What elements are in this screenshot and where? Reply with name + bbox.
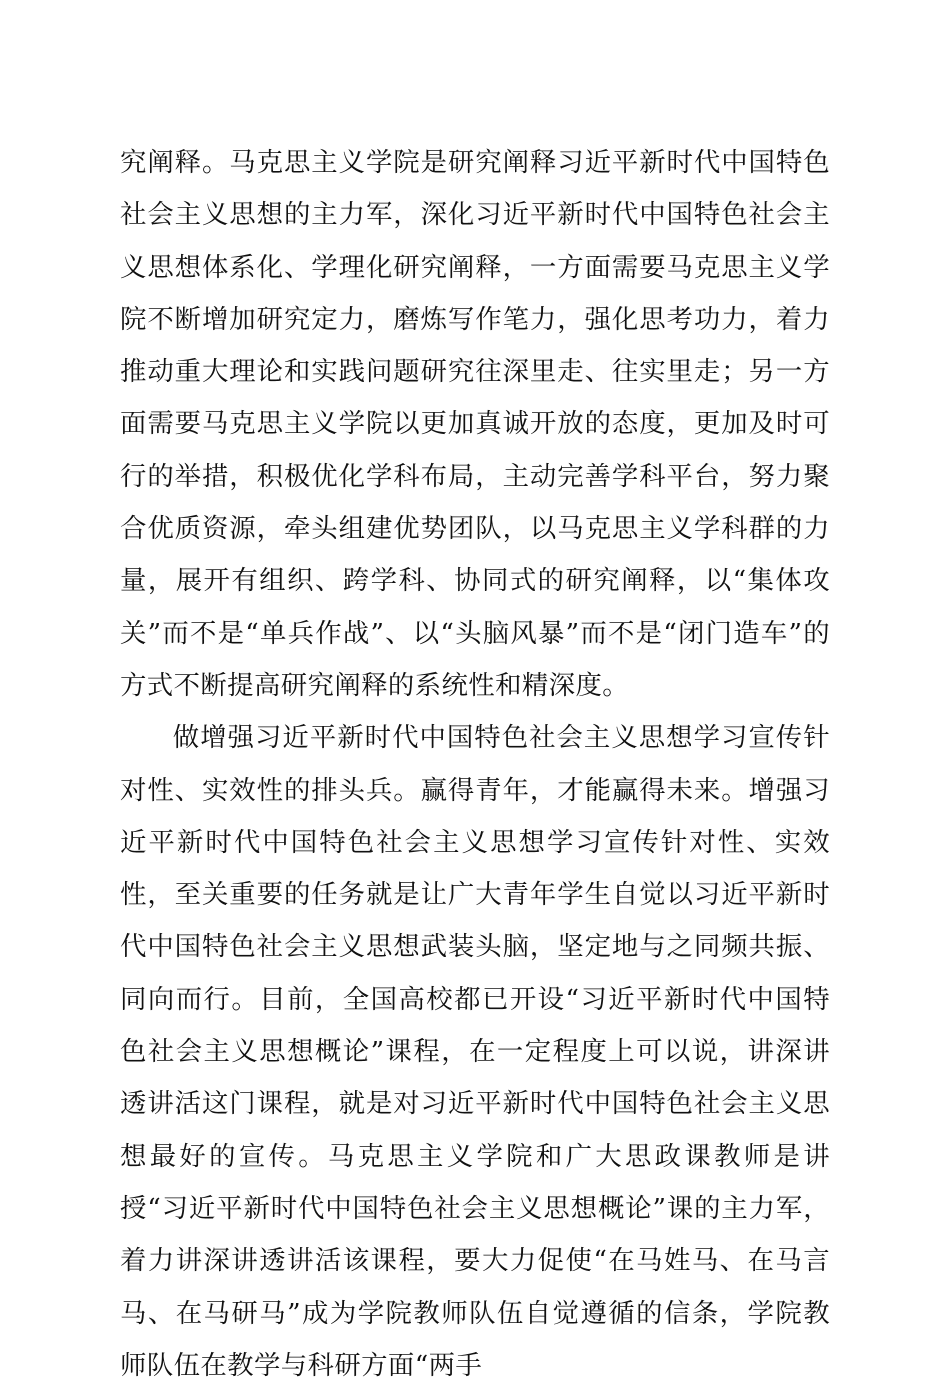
paragraph-vanguard-propaganda: 做增强习近平新时代中国特色社会主义思想学习宣传针对性、实效性的排头兵。赢得青年，才能赢得未来。增强习近平新时代中国特色社会主义思想学习宣传针对性、实效性，至关重要的任务就是让广大青年学生自觉以习近平新时代中国特色社会主义思想武装头脑，坚定地与之同频共振、同向而行。目前，全国高校都已开设“习近平新时代中国特色社会主义思想概论”课程，在一定程度上可以说，讲深讲透讲活这门课程，就是对习近平新时代中国特色社会主义思想最好的宣传。马克思主义学院和广大思政课教师是讲授“习近平新时代中国特色社会主义思想概论”课的主力军，着力讲深讲透讲活该课程，要大力促使“在马姓马、在马言马、在马研马”成为学院教师队伍自觉遵循的信条，学院教师队伍在教学与科研方面“两手 (120, 722, 830, 1381)
paragraph-continuation: 究阐释。马克思主义学院是研究阐释习近平新时代中国特色社会主义思想的主力军，深化习近平新时代中国特色社会主义思想体系化、学理化研究阐释，一方面需要马克思主义学院不断增加研究定力，磨炼写作笔力，强化思考功力，着力推动重大理论和实践问题研究往深里走、往实里走；另一方面需要马克思主义学院以更加真诚开放的态度，更加及时可行的举措，积极优化学科布局，主动完善学科平台，努力聚合优质资源，牵头组建优势团队，以马克思主义学科群的力量，展开有组织、跨学科、协同式的研究阐释，以“集体攻关”而不是“单兵作战”、以“头脑风暴”而不是“闭门造车”的方式不断提高研究阐释的系统性和精深度。 (120, 147, 830, 701)
document-body (120, 137, 830, 1392)
